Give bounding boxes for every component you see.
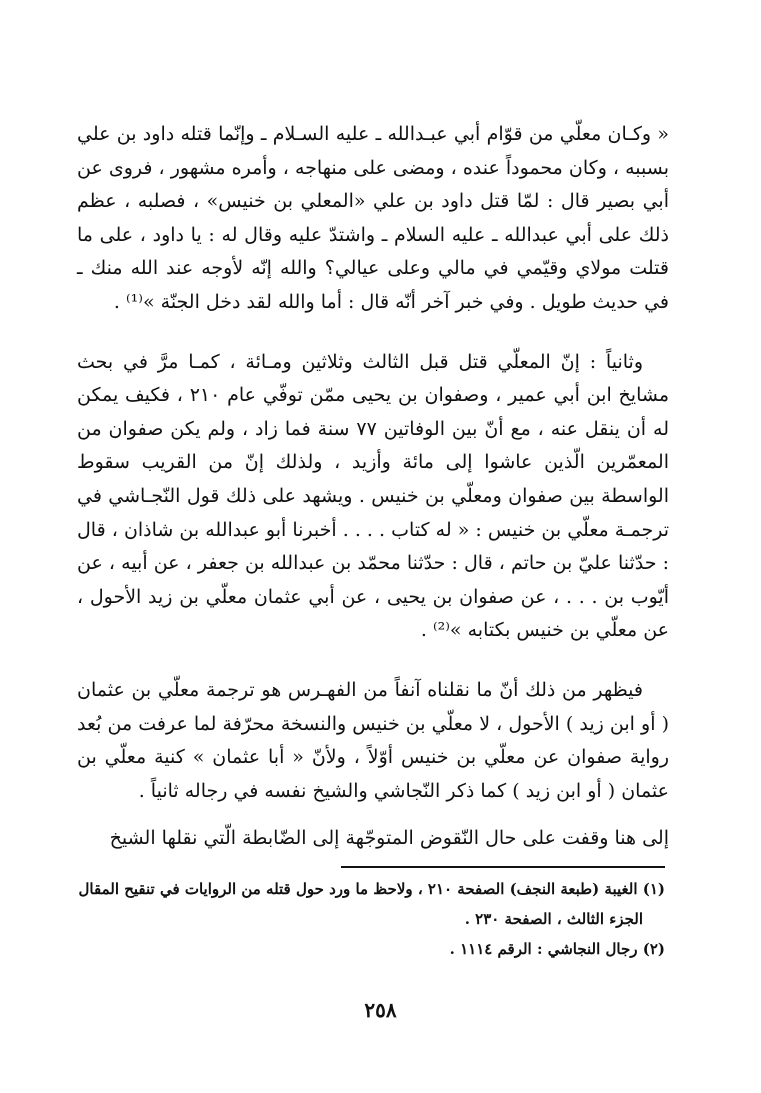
footnote-1: (١) الغيبة (طبعة النجف) الصفحة ٢١٠ ، ولاحظ ما ورد حول قتله من الروايات في تنقيح المقال xyxy=(78,880,665,898)
footnote-separator xyxy=(341,866,665,868)
paragraph: فيظهر من ذلك أنّ ما نقلناه آنفاً من الفهـرس هو ترجمة معلّي بن عثمان ( أو ابن زيد ) الأحول ، لا معلّي بن خنيس والنسخة محرّفة لما عرفت من بُعد رواية صفوان عن معلّي بن خنيس أوّلاً ، ولأنّ « أبا عثمان » كنية معلّي بن عثمان ( أو ابن زيد ) كما ذكر النّجاشي والشيخ نفسه في رجاله ثانياً . xyxy=(77,678,669,802)
paragraph: « وكـان معلّي من قوّام أبي عبـدالله ـ عليه السـلام ـ وإنّما قتله داود بن علي بسببه ، وكان محموداً عنده ، ومضى على منهاجه ، وأمره مشهور ، فروى عن أبي بصير قال : لمّا قتل داود بن علي «المعلي بن خنيس» ، فصلبه ، عظم ذلك على أبي عبدالله ـ عليه السلام ـ واشتدّ عليه وقال له : يا داود ، على ما قتلت مولاي وقيّمي في مالي وعلى عيالي؟ والله إنّه لأوجه عند الله منك ـ في حديث طويل . وفي خبر آخر أنّه قال : أما والله لقد دخل الجنّة »⁽¹⁾ . xyxy=(77,123,669,313)
paragraph: وثانياً : إنّ المعلّي قتل قبل الثالث وثلاثين ومـائة ، كمـا مرَّ في بحث مشايخ ابن أبي عمير ، وصفوان بن يحيى ممّن توفّي عام ٢١٠ ، فكيف يمكن له أن ينقل عنه ، مع أنّ بين الوفاتين ٧٧ سنة فما زاد ، ولم يكن صفوان من المعمّرين الّذين عاشوا إلى مائة وأزيد ، ولذلك إنّ من القريب سقوط الواسطة بين صفوان ومعلّي بن خنيس . ويشهد على ذلك قول النّجـاشي في ترجمـة معلّي بن خنيس : « له كتاب . . . . أخبرنا أبو عبدالله بن شاذان ، قال : حدّثنا عليّ بن حاتم ، قال : حدّثنا محمّد بن عبدالله بن جعفر ، عن أبيه ، عن أيّوب بن . . . ، عن صفوان بن يحيى ، عن أبي عثمان معلّي بن زيد الأحول ، عن معلّي بن خنيس بكتابه »⁽²⁾ . xyxy=(77,350,669,642)
page-number: ٢٥٨ xyxy=(364,998,397,1022)
main-text xyxy=(77,118,669,856)
footnote-2: (٢) رجال النجاشي : الرقم ١١١٤ . xyxy=(449,940,665,958)
footnotes xyxy=(77,874,665,964)
footnote-1-continuation: الجزء الثالث ، الصفحة ٢٣٠ . xyxy=(464,910,643,928)
paragraph: إلى هنا وقفت على حال النّقوض المتوجّهة إلى الضّابطة الّتي نقلها الشيخ xyxy=(109,827,669,850)
